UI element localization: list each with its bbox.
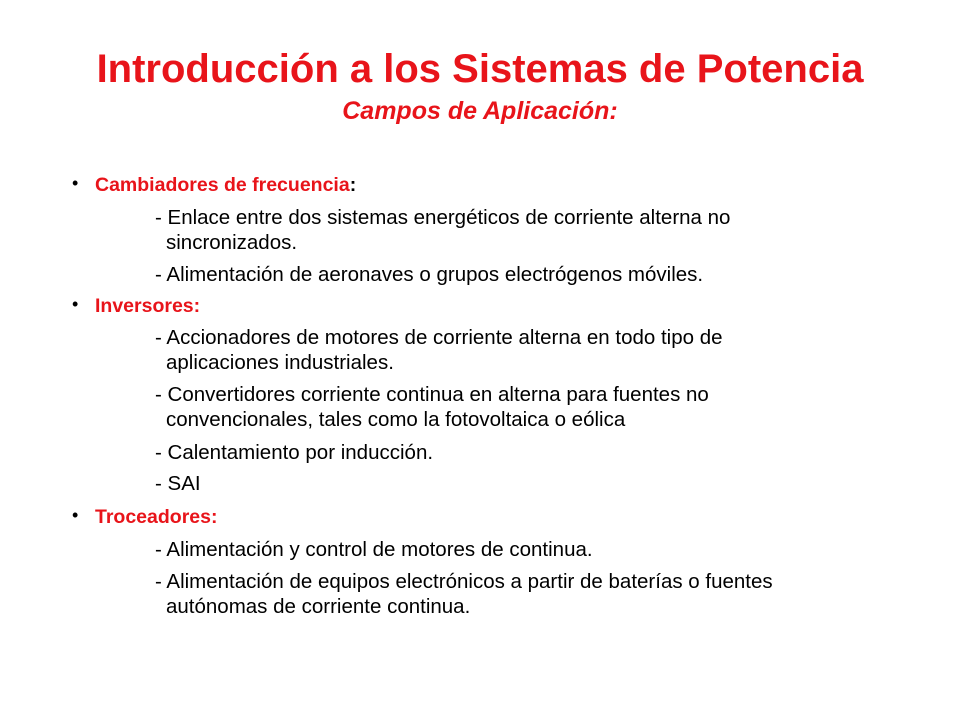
bullet-marker: • <box>72 505 79 525</box>
list-item: - SAI <box>155 472 201 495</box>
section-label-inversores: Inversores: <box>95 295 201 317</box>
list-item: - Accionadores de motores de corriente alterna en todo tipo de aplicaciones industriales. <box>155 326 723 374</box>
list-item: - Enlace entre dos sistemas energéticos de corriente alterna no sincronizados. <box>155 206 731 254</box>
slide-subtitle: Campos de Aplicación: <box>342 97 618 125</box>
bullet-marker: • <box>72 173 79 193</box>
list-item: - Alimentación de equipos electrónicos a partir de baterías o fuentes autónomas de corriente continua. <box>155 570 773 618</box>
bullet-marker: • <box>72 294 79 314</box>
list-item: - Alimentación de aeronaves o grupos electrógenos móviles. <box>155 263 704 286</box>
slide-title: Introducción a los Sistemas de Potencia <box>96 47 864 91</box>
section-label-troceadores: Troceadores: <box>95 506 218 528</box>
list-item: - Calentamiento por inducción. <box>155 441 434 464</box>
list-item: - Convertidores corriente continua en alterna para fuentes no convencionales, tales como la fotovoltaica o eólica <box>155 383 709 431</box>
section-label-cambiadores: Cambiadores de frecuencia: <box>95 174 357 196</box>
list-item: - Alimentación y control de motores de continua. <box>155 538 593 561</box>
